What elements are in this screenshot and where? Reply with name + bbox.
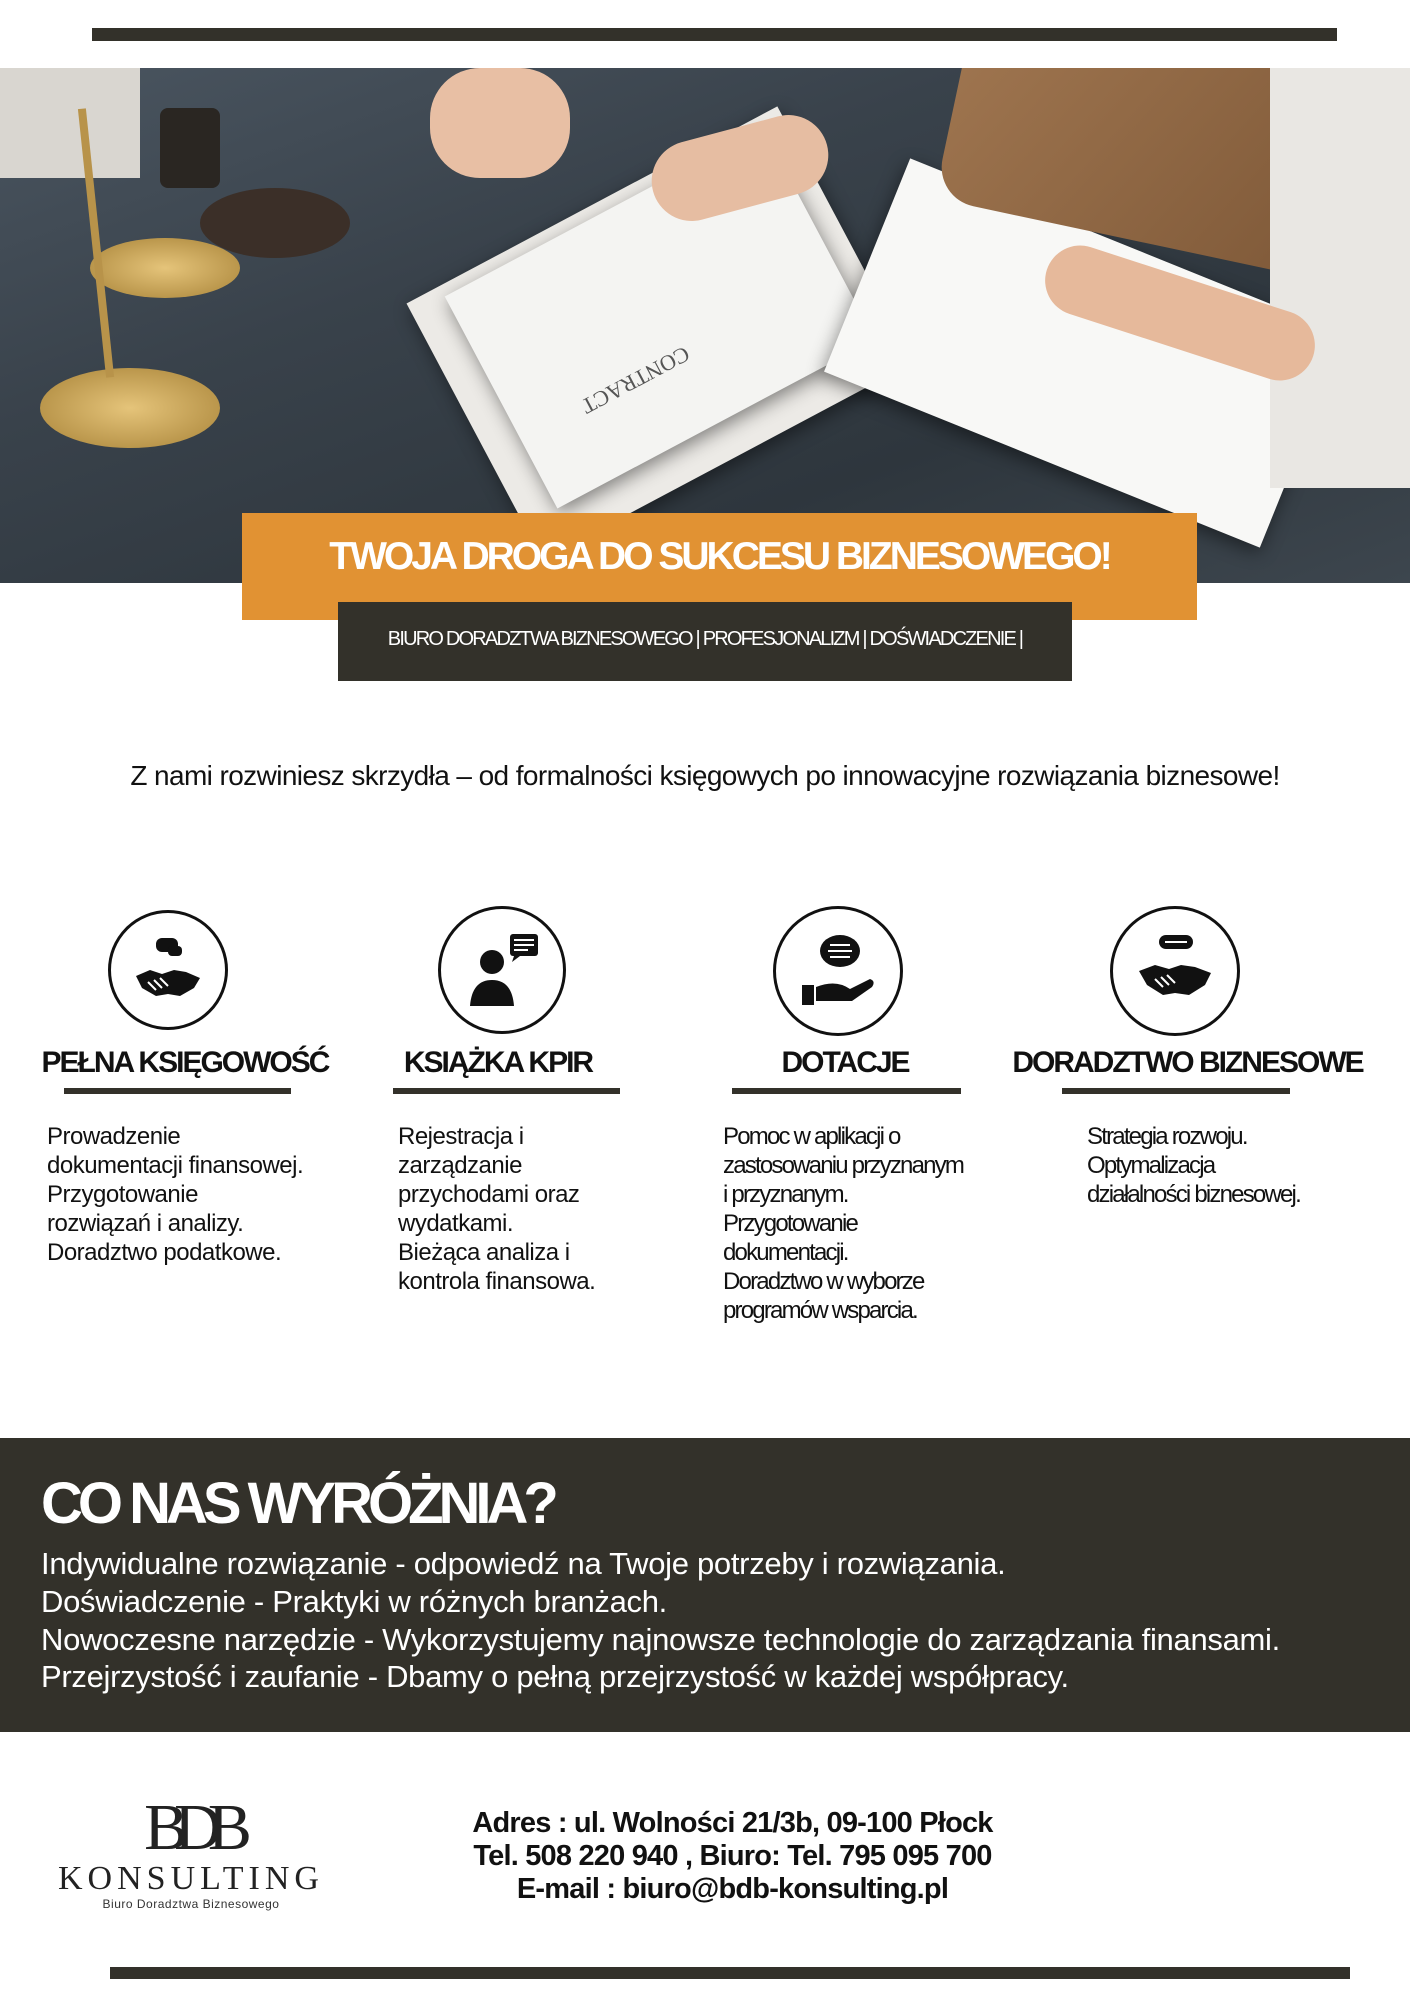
hero-photo <box>0 68 1410 583</box>
hand-chat-icon <box>773 906 903 1036</box>
description-line: zarządzanie <box>398 1152 522 1179</box>
hero-title: TWOJA DROGA DO SUKCESU BIZNESOWEGO! <box>329 535 1110 578</box>
person-chat-icon <box>438 906 566 1034</box>
logo-tagline: Biuro Doradztwa Biznesowego <box>102 1897 280 1911</box>
description-line: Optymalizacja <box>1087 1152 1215 1179</box>
contact-phone: Tel. 508 220 940 , Biuro: Tel. 795 095 700 <box>473 1840 992 1872</box>
service-description <box>723 1122 963 1325</box>
service-description <box>1087 1122 1300 1209</box>
service-underline <box>64 1088 291 1094</box>
handshake-chat-icon <box>108 910 228 1030</box>
logo-mark: BDB <box>144 1791 238 1864</box>
why-item: Przejrzystość i zaufanie - Dbamy o pełną przejrzystość w każdej współpracy. <box>41 1659 1069 1694</box>
handshake-icon <box>1110 906 1240 1036</box>
service-underline <box>1062 1088 1290 1094</box>
description-line: Przygotowanie <box>723 1210 858 1237</box>
description-line: kontrola finansowa. <box>398 1268 596 1295</box>
why-item: Doświadczenie - Praktyki w różnych branżach. <box>41 1584 667 1619</box>
description-line: przychodami oraz <box>398 1181 580 1208</box>
description-line: Strategia rozwoju. <box>1087 1123 1247 1150</box>
why-item: Nowoczesne narzędzie - Wykorzystujemy najnowsze technologie do zarządzania finansami. <box>41 1622 1280 1657</box>
bottom-divider <box>110 1967 1350 1979</box>
description-line: Rejestracja i <box>398 1123 524 1150</box>
top-divider <box>92 28 1337 41</box>
why-title: CO NAS WYRÓŻNIA? <box>41 1471 554 1536</box>
description-line: programów wsparcia. <box>723 1297 917 1324</box>
logo-name: KONSULTING <box>58 1860 324 1897</box>
description-line: Przygotowanie <box>47 1181 198 1208</box>
description-line: Pomoc w aplikacji o <box>723 1123 900 1150</box>
description-line: dokumentacji finansowej. <box>47 1152 304 1179</box>
service-underline <box>393 1088 620 1094</box>
description-line: rozwiązań i analizy. <box>47 1210 244 1237</box>
contact-address: Adres : ul. Wolności 21/3b, 09-100 Płock <box>472 1807 993 1839</box>
description-line: Doradztwo podatkowe. <box>47 1239 282 1266</box>
description-line: wydatkami. <box>398 1210 514 1237</box>
description-line: Prowadzenie <box>47 1123 181 1150</box>
why-item: Indywidualne rozwiązanie - odpowiedź na Twoje potrzeby i rozwiązania. <box>41 1546 1006 1581</box>
service-title: PEŁNA KSIĘGOWOŚĆ <box>41 1046 329 1079</box>
description-line: dokumentacji. <box>723 1239 848 1266</box>
tagline: Z nami rozwiniesz skrzydła – od formalności księgowych po innowacyjne rozwiązania biznesowe! <box>130 760 1280 791</box>
service-title: DORADZTWO BIZNESOWE <box>1012 1046 1363 1079</box>
description-line: Bieżąca analiza i <box>398 1239 570 1266</box>
service-description <box>398 1122 595 1296</box>
service-title: DOTACJE <box>781 1046 909 1079</box>
service-title: KSIĄŻKA KPIR <box>403 1046 593 1079</box>
description-line: i przyznanym. <box>723 1181 848 1208</box>
service-description <box>47 1122 303 1267</box>
contact-email[interactable]: E-mail : biuro@bdb-konsulting.pl <box>516 1873 949 1905</box>
description-line: działalności biznesowej. <box>1087 1181 1300 1208</box>
service-underline <box>732 1088 961 1094</box>
hero-subtitle: BIURO DORADZTWA BIZNESOWEGO | PROFESJONALIZM | DOŚWIADCZENIE | <box>387 628 1023 650</box>
description-line: Doradztwo w wyborze <box>723 1268 924 1295</box>
description-line: zastosowaniu przyznanym <box>723 1152 964 1179</box>
contract-label: CONTRACT <box>577 341 694 420</box>
company-logo <box>51 1791 331 1920</box>
